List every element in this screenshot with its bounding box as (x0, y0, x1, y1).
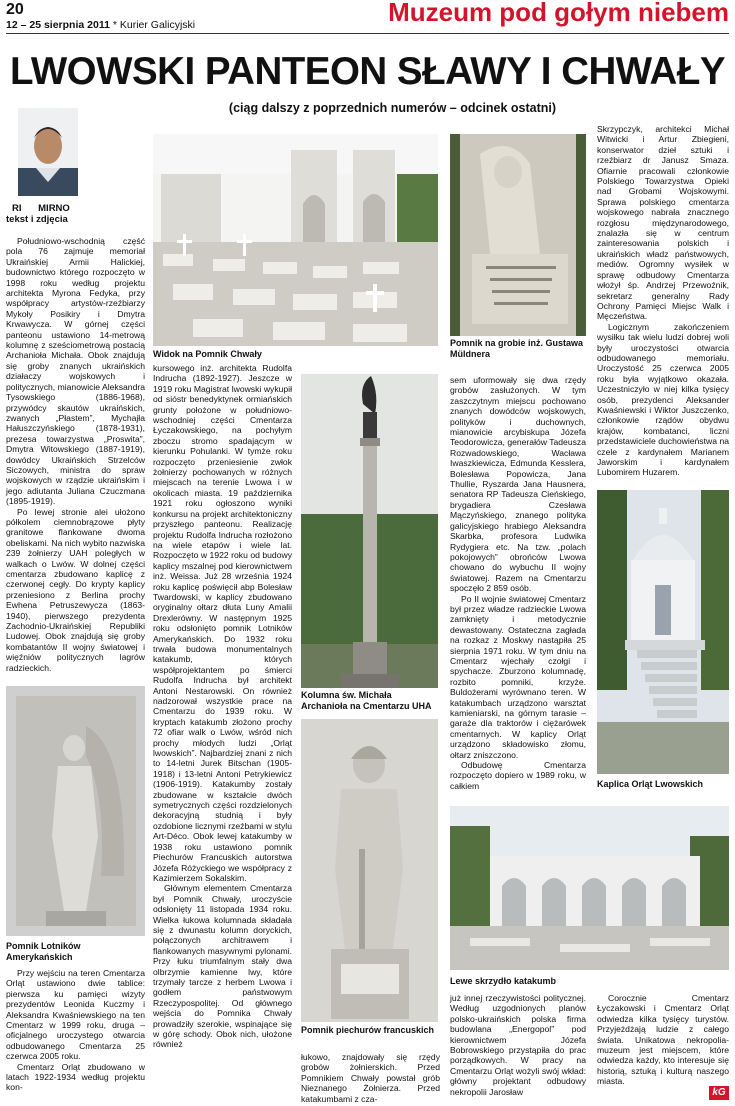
paragraph: sem uformowały się dwa rzędy grobów zasłużonych. W tym zaszczytnym miejscu pochowano znanych dowódców wojskowych, polityków i duchownych, mianowicie arcybiskupa Józefa Teodorowicza, generałów Tadeusza Rozwadowskiego, Wacława Iwaszkiewicza, Edmunda Kesslera, Bolesława Popowicza, Jana Thullie, Ryszarda Jana Hausnera, senatora RP Tadeusza Cieńskiego, brygadiera Czesława Mączyńskiego, znanego polityka galicyjskiego hrabiego Aleksandra Skarbka, profesora Ludwika Rydygiera etc. Na tzw. „polach pokojowych” obrońców Lwowa chowano do wybuchu II wojny światowej. Razem na Cmentarzu spoczęło 2 859 osób. (450, 375, 586, 594)
paragraph: już innej rzeczywistości politycznej. Według uzgodnionych planów polsko-ukraińskich polska firma budowlana „Energopol” pod kierownictwem Józefa Bobrowskiego przystąpiła do prac porządkowych. W pracy na Cmentarzu Orląt wożyli swój wkład: główny projektant odbudowy nekropolii Jarosław (450, 993, 586, 1097)
column-4-bottom (597, 993, 729, 1087)
paragraph: łukowo, znajdowały się rzędy grobów żołnierskich. Przed Pomnikiem Chwały powstał grób Nieznanego Żołnierza. Przed katakumbami z cza- (301, 1052, 440, 1104)
section-title: Muzeum pod gołym niebem (388, 0, 729, 27)
article-subtitle: (ciąg dalszy z poprzednich numerów – odcinek ostatni) (228, 101, 557, 115)
author-portrait (18, 108, 78, 196)
paragraph: Corocznie Cmentarz Łyczakowski i Cmentarz Orląt odwiedza kilka tysięcy turystów. Przyjeżdżają ludzie z całego świata. Unikatowa nekropolia-muzeum jest miejscem, które odwiedza każdy, kto interesuje się historią, sztuką i kulturą naszego miasta. (597, 993, 729, 1087)
footer-logo: kG (709, 1086, 729, 1100)
column-4 (597, 124, 729, 478)
paragraph: Skrzypczyk, architekci Michał Witwicki i Artur Zbiegieni, konserwator dzieł sztuki i rzeźbiarz dr Janusz Smaza. Ofiarnie pracowali członkowie Polskiego Towarzystwa Opieki nad Grobami Wojskowymi. Sprawa polskiego cmentarza wojskowego nabrała znacznego rozgłosu międzynarodowego, znalazła się w centrum zainteresowania polskich i ukraińskich władz państwowych, mediów. Ogromny wysiłek w sprawę odbudowy Cmentarza włożył śp. Andrzej Przewoźnik, sekretarz generalny Rady Ochrony Pamięci Miejsc Walk i Męczeństwa. (597, 124, 729, 322)
caption-lotnikow: Pomnik Lotników Amerykańskich (6, 941, 81, 962)
author-note: tekst i zdjęcia (6, 214, 68, 225)
photo-kolumna (301, 374, 438, 688)
newspaper-name: Kurier Galicyjski (119, 19, 196, 31)
paragraph: Odbudowę Cmentarza rozpoczęto dopiero w 1989 roku, w całkiem (450, 760, 586, 791)
column-1-bottom (6, 968, 145, 1093)
issue-date: 12 – 25 sierpnia 2011 (6, 19, 110, 31)
paragraph: Logicznym zakończeniem wysiłku tak wielu ludzi dobrej woli były uroczystości otwarcia odbudowanego memoriału. Uroczystość 25 czerwca 2005 roku była wyjątkowo okazała. Uczestniczyło w niej kilka tysięcy osób, prezydenci Aleksander Kwaśniewski i Wiktor Juszczenko, członkowie rządów obydwu krajów, kombatanci, liczni przedstawiciele duchowieństwa na czele z kardynałem Marianem Jaworskim i kardynałem Lubomirem Huzarem. (597, 321, 729, 478)
column-3-continued (301, 1052, 440, 1104)
caption-muldner: Pomnik na grobie inż. Gustawa Müldnera (450, 338, 584, 359)
column-1-top (6, 236, 145, 673)
author-name: RI MIRNO (12, 203, 70, 214)
caption-kaplica: Kaplica Orląt Lwowskich (597, 779, 704, 789)
paragraph: kursowego inż. architekta Rudolfa Indrucha (1892-1927). Jeszcze w 1919 roku Magistrat lwowski wykupił od sióstr benedyktynek ormiańskich grunty położone w południowo-wschodniej części Cmentarza Łyczakowskiego, na pochyłym zboczu stromo spadającym w kierunku Pohulanki. W tymże roku rozpoczęto przeniesienie zwłok żołnierzy pochowanych w różnych miejscach na terenie Lwowa i w okolicach miasta. 19 października 1921 roku ogłoszono wyniki konkursu na projekt architektoniczny przyszłego panteonu. Realizację projektu Rudolfa Indrucha rozłożono na wiele etapów i wiele lat. Rozpoczęto w 1922 roku od budowy kaplicy mszalnej pod kierownictwem inż. Weissa. Już 28 września 1924 roku kaplicę poświęcił abp Bolesław Twardowski, w kaplicy zbudowano oryginalny ołtarz dłuta Luny Amalii Drexlerówny. W następnym 1925 roku odsłonięto pomnik Lotników Amerykańskich. Do 1932 roku trwała budowa monumentalnych katakumb, których współprojektantem po śmierci Rudolfa Indrucha był architekt Antoni Nestarowski. On również nadzorował wszystkie prace na Cmentarzu do 1939 roku. W kryptach katakumb złożono prochy 72 ofiar walk o Lwów, wśród nich prochy młodych ludzi „Orląt lwowskich”. Najbardziej znani z nich to 14-letni Jurek Bitschan (1905-1918) i 13-letni Antoni Petrykiewicz (1906-1919). Katakumby zostały zbudowane w kształcie dwóch symetrycznych części rozdzielonych dekoracyjną studnią i były ozdobione licznymi rzeźbami w stylu Art-Déco. Obok lewej katakumby w 1938 roku ustawiono pomnik Piechurów Francuskich autorstwa Józefa Różyckiego we współpracy z Kazimierzem Sokalskim. (153, 363, 293, 883)
caption-pomnik-chwaly: Widok na Pomnik Chwały (153, 349, 262, 359)
photo-kaplica (597, 490, 729, 774)
paragraph: Głównym elementem Cmentarza był Pomnik Chwały, uroczyście odsłonięty 11 listopada 1934 roku. Wielka łukowa kolumnada składała się z dwunastu kolumn doryckich, połączonych architrawem i flankowanych masywnymi pylonami. Przy łuku triumfalnym stały dwa olbrzymie kamienne lwy, które trzymały tarcze z herbem Lwowa i godłem państwowym Rzeczypospolitej. Od głównego wejścia do Pomnika Chwały prowadziły szerokie, wspinające się w górę schody. Obok nich, ułożone również (153, 883, 292, 1050)
issue-line (6, 19, 195, 31)
caption-katakumb: Lewe skrzydło katakumb (450, 976, 557, 986)
header-rule (6, 33, 729, 34)
column-2 (153, 363, 292, 1050)
paragraph: Cmentarz Orląt zbudowano w latach 1922-1934 według projektu kon- (6, 1061, 145, 1093)
photo-pomnik-lotnikow (6, 686, 145, 936)
column-3-bottom (450, 993, 586, 1097)
article-title: LWOWSKI PANTEON SŁAWY I CHWAŁY (9, 50, 726, 93)
caption-kolumna: Kolumna św. Michała Archanioła na Cmentarzu UHA (301, 690, 432, 711)
photo-muldner (450, 134, 586, 336)
photo-katakumb (450, 806, 729, 970)
paragraph: Po lewej stronie alei ułożono półkolem ciemnobrązowe płyty granitowe flankowane dwoma obeliskami. Na nich wybito nazwiska 239 żołnierzy UAH poległych w walkach o Lwów. W dolnej części cmentarza zbudowano kaplicę z czerwonej cegły. Do krypty kaplicy przeniesiono z Berlina prochy Ewhena Petruszewycza (1863-1940), pierwszego prezydenta Zachodnio-Ukraińskiej Republiki Ludowej. Obok znajdują się groby kombatantów II wojny światowej i więźniów politycznych lagrów radzieckich. (6, 506, 145, 673)
page-number: 20 (6, 1, 24, 18)
paragraph: Południowo-wschodnią część pola 76 zajmuje memoriał Ukraińskiej Armii Halickiej, budownictwo którego rozpoczęto w 1998 roku według projektu architekta Myrona Fedyka, przy współpracy artystów-rzeźbiarzy Mykoły Posikiry i Dmytra Krwawycza. W górnej części panteonu ustawiono 14-metrową kolumnę z sześciometrową postacią Archanioła Michała. Obok znajdują się groby znanych ukraińskich działaczy wojskowych i politycznych, mianowicie Aleksandra Tysowskiego (1886-1968), przywódcy skautów ukraińskich, zwanych „Płastem”, Mychajła Hałuszczyńskiego (1878-1931), prezesa towarzystwa „Proswita”, Dmytra Witowskiego (1887-1919), dowódcy Ukraińskich Strzelców Siczowych, ministra do spraw wojskowych w rządzie ukraińskim i jego adiutanta Juliana Czuczmana (1895-1919). (6, 236, 145, 507)
separator-star: * (112, 19, 120, 31)
paragraph: Przy wejściu na teren Cmentarza Orląt ustawiono dwie tablice: pierwsza ku pamięci wizyty prezydentów Leonida Kuczmy i Aleksandra Kwaśniewskiego na ten Cmentarz w 1999 roku, druga – oficjalnego uroczystego otwarcia odbudowanego Cmentarza 25 czerwca 2005 roku. (6, 968, 145, 1062)
photo-pomnik-chwaly (153, 134, 438, 346)
column-3 (450, 375, 586, 791)
photo-piechurow (301, 719, 438, 1022)
paragraph: Po II wojnie światowej Cmentarz był przez władze radzieckie Lwowa zamknięty i metodycznie dewastowany. Ostateczna zagłada na rozkaz z Moskwy nastąpiła 25 sierpnia 1971 roku. W tym dniu na Cmentarz wjechały czołgi i spychacze. Zburzono kolumnadę, rozbito pomniki, krzyże. Buldożerami wyrównano teren. W katakumbach urządzono warsztat kamieniarski, na górnym tarasie – garaże dla traktorów i ciężarówek cmentarnych. W kaplicy Orląt urządzono składowisko złomu, ołtarz zniszczono. (450, 593, 586, 760)
caption-piechurow: Pomnik piechurów francuskich (301, 1025, 435, 1035)
